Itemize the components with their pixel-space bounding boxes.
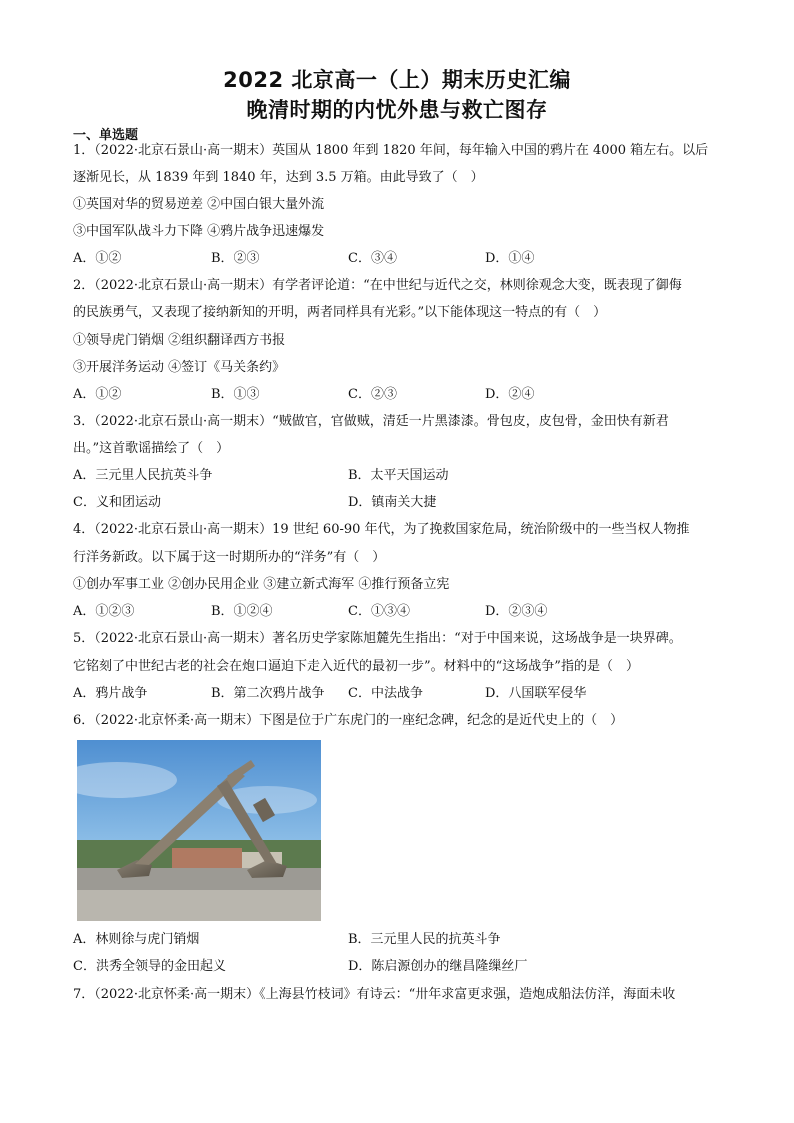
q1-item-line1: ①英国对华的贸易逆差 ②中国白银大量外流 xyxy=(73,197,325,212)
q3-option-a[interactable]: A．三元里人民抗英斗争 xyxy=(73,468,213,483)
q5-stem-line2: 它铭刻了中世纪古老的社会在炮口逼迫下走入近代的最初一步”。材料中的“这场战争”指的是（ ） xyxy=(73,659,639,674)
q3-option-c[interactable]: C．义和团运动 xyxy=(73,495,161,510)
q3-option-b[interactable]: B．太平天国运动 xyxy=(348,468,449,483)
q4-option-d[interactable]: D．②③④ xyxy=(485,604,548,619)
q1-stem-line1: 1．（2022·北京石景山·高一期末）英国从 1800 年到 1820 年间，每年输入中国的鸦片在 4000 箱左右。以后 xyxy=(73,143,709,158)
q4-option-b[interactable]: B．①②④ xyxy=(211,604,273,619)
q4-item-line1: ①创办军事工业 ②创办民用企业 ③建立新式海军 ④推行预备立宪 xyxy=(73,577,450,592)
q5-option-b[interactable]: B．第二次鸦片战争 xyxy=(211,686,325,701)
q7-stem-line1: 7．（2022·北京怀柔·高一期末）《上海县竹枝词》有诗云：“卅年求富更求强，造炮成船法仿洋，海面未收 xyxy=(73,987,676,1002)
q5-option-c[interactable]: C．中法战争 xyxy=(348,686,423,701)
section-heading: 一、单选题 xyxy=(73,128,139,143)
q6-option-b[interactable]: B．三元里人民的抗英斗争 xyxy=(348,932,501,947)
monument-photo xyxy=(77,740,321,921)
paper-title: 2022 北京高一（上）期末历史汇编 xyxy=(223,68,571,92)
q2-item-line1: ①领导虎门销烟 ②组织翻译西方书报 xyxy=(73,333,286,348)
q5-option-a[interactable]: A．鸦片战争 xyxy=(73,686,148,701)
q3-stem-line1: 3．（2022·北京石景山·高一期末）“贼做官，官做贼，清廷一片黑漆漆。骨包皮，皮包骨，金田快有新君 xyxy=(73,414,669,429)
q1-option-d[interactable]: D．①④ xyxy=(485,251,535,266)
q2-option-a[interactable]: A．①② xyxy=(73,387,122,402)
q2-item-line2: ③开展洋务运动 ④签订《马关条约》 xyxy=(73,360,286,375)
q6-stem-line1: 6．（2022·北京怀柔·高一期末）下图是位于广东虎门的一座纪念碑，纪念的是近代史上的（ ） xyxy=(73,713,624,728)
q2-option-c[interactable]: C．②③ xyxy=(348,387,397,402)
q1-option-b[interactable]: B．②③ xyxy=(211,251,260,266)
q6-option-c[interactable]: C．洪秀全领导的金田起义 xyxy=(73,959,226,974)
q4-option-a[interactable]: A．①②③ xyxy=(73,604,135,619)
q2-stem-line2: 的民族勇气，又表现了接纳新知的开明，两者同样具有光彩。”以下能体现这一特点的有（ ） xyxy=(73,305,607,320)
q6-option-a[interactable]: A．林则徐与虎门销烟 xyxy=(73,932,200,947)
q4-stem-line1: 4．（2022·北京石景山·高一期末）19 世纪 60-90 年代，为了挽救国家危局，统治阶级中的一些当权人物推 xyxy=(73,522,690,537)
q4-option-c[interactable]: C．①③④ xyxy=(348,604,410,619)
q1-item-line2: ③中国军队战斗力下降 ④鸦片战争迅速爆发 xyxy=(73,224,325,239)
q4-stem-line2: 行洋务新政。以下属于这一时期所办的“洋务”有（ ） xyxy=(73,550,386,565)
q1-option-c[interactable]: C．③④ xyxy=(348,251,397,266)
q3-stem-line2: 出。”这首歌谣描绘了（ ） xyxy=(73,441,230,456)
q2-option-b[interactable]: B．①③ xyxy=(211,387,260,402)
q5-option-d[interactable]: D．八国联军侵华 xyxy=(485,686,587,701)
q5-stem-line1: 5．（2022·北京石景山·高一期末）著名历史学家陈旭麓先生指出：“对于中国来说，这场战争是一块界碑。 xyxy=(73,631,682,646)
q1-option-a[interactable]: A．①② xyxy=(73,251,122,266)
q2-stem-line1: 2．（2022·北京石景山·高一期末）有学者评论道：“在中世纪与近代之交，林则徐观念大变，既表现了御侮 xyxy=(73,278,682,293)
q3-option-d[interactable]: D．镇南关大捷 xyxy=(348,495,437,510)
q1-stem-line2: 逐渐见长，从 1839 年到 1840 年，达到 3.5 万箱。由此导致了（ ） xyxy=(73,170,484,185)
q2-option-d[interactable]: D．②④ xyxy=(485,387,535,402)
q6-option-d[interactable]: D．陈启源创办的继昌隆缫丝厂 xyxy=(348,959,528,974)
paper-subtitle: 晚清时期的内忧外患与救亡图存 xyxy=(246,98,548,122)
